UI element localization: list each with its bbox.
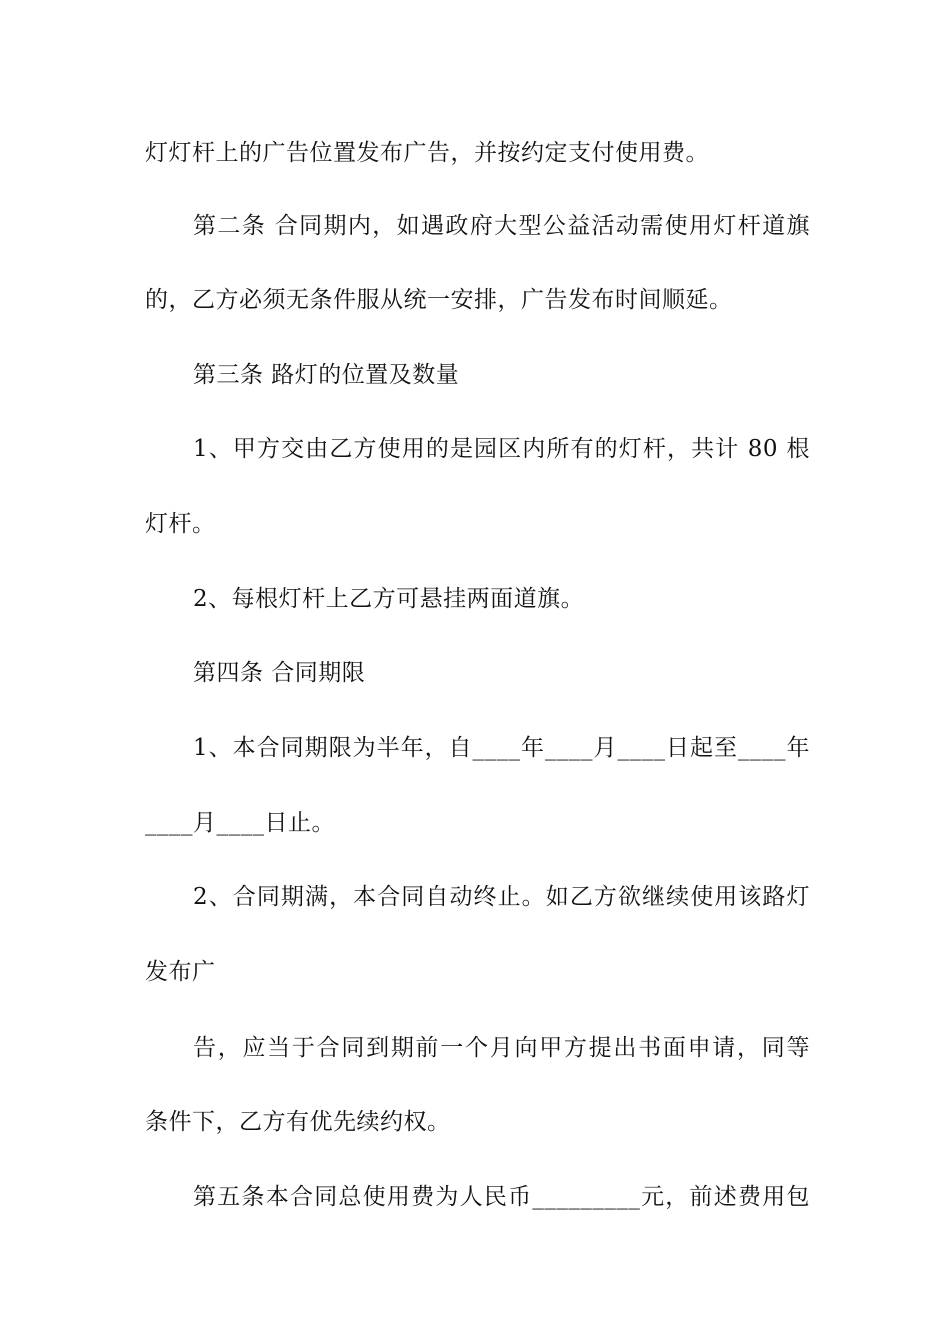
clause-4-heading: 第四条 合同期限 [193, 660, 366, 686]
clause-3-item-1: 1、甲方交由乙方使用的是园区内所有的灯杆，共计 80 根 [193, 436, 810, 462]
text-line-10: ____月____日止。 [145, 810, 335, 836]
clause-4-item-2: 2、合同期满，本合同自动终止。如乙方欲继续使用该路灯 [193, 884, 810, 910]
clause-4-item-1: 1、本合同期限为半年，自____年____月____日起至____年 [193, 735, 810, 761]
clause-2-heading: 第二条 合同期内，如遇政府大型公益活动需使用灯杆道旗 [193, 213, 810, 239]
text-line-12: 发布广 [145, 959, 216, 985]
text-line-3: 的，乙方必须无条件服从统一安排，广告发布时间顺延。 [145, 287, 733, 313]
text-line-6: 灯杆。 [145, 511, 216, 537]
clause-5-heading: 第五条本合同总使用费为人民币_________元，前述费用包 [193, 1184, 810, 1210]
clause-3-item-2: 2、每根灯杆上乙方可悬挂两面道旗。 [193, 586, 585, 612]
text-line-1: 灯灯杆上的广告位置发布广告，并按约定支付使用费。 [145, 140, 709, 166]
clause-3-heading: 第三条 路灯的位置及数量 [193, 362, 460, 388]
text-line-14: 条件下，乙方有优先续约权。 [145, 1109, 451, 1135]
text-line-13: 告，应当于合同到期前一个月向甲方提出书面申请，同等 [193, 1035, 810, 1061]
